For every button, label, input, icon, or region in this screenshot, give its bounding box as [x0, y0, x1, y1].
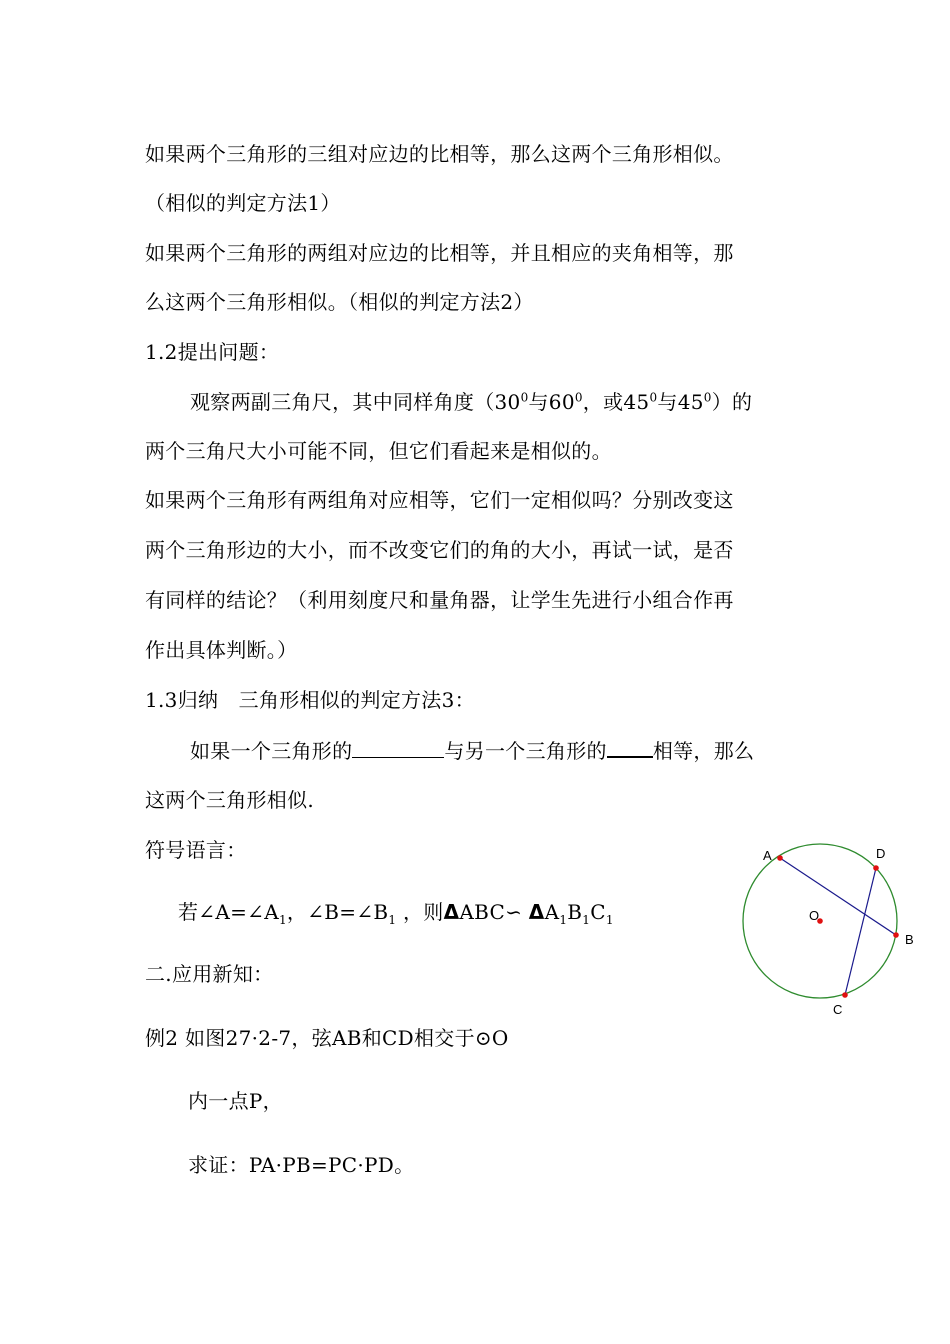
circle-chord-figure	[735, 838, 925, 1023]
section-heading-2: 二.应用新知：	[145, 962, 274, 986]
section-heading-1-2: 1.2提出问题：	[145, 340, 280, 364]
label-c: C	[833, 1002, 843, 1017]
fill-blank-1[interactable]	[352, 737, 444, 758]
paragraph-line-9: 两个三角形边的大小，而不改变它们的角的大小，再试一试，是否	[145, 538, 734, 562]
point-c	[842, 992, 848, 998]
label-d: D	[876, 846, 886, 861]
example-2-statement: 例2 如图27·2-7，弦AB和CD相交于⊙O	[145, 1026, 509, 1050]
paragraph-line-1: 如果两个三角形的三组对应边的比相等，那么这两个三角形相似。	[145, 142, 734, 166]
fill-in-sentence: 如果一个三角形的 与另一个三角形的 相等，那么	[190, 736, 754, 765]
point-b	[893, 932, 899, 938]
label-b: B	[905, 932, 914, 947]
label-a: A	[763, 848, 772, 863]
paragraph-line-10: 有同样的结论？（利用刻度尺和量角器，让学生先进行小组合作再	[145, 588, 734, 612]
paragraph-line-8: 如果两个三角形有两组角对应相等，它们一定相似吗？分别改变这	[145, 488, 734, 512]
symbolic-statement: 若$\angle A=\angle A_1$，$\angle B=\angle B_1$ ，则ΔABC∽ $\Delta A_1B_1C_1$	[178, 900, 614, 927]
example-2-continuation: 内一点P，	[188, 1089, 283, 1113]
chord-ab	[780, 858, 896, 935]
paragraph-line-7: 两个三角尺大小可能不同，但它们看起来是相似的。	[145, 439, 612, 463]
fill-blank-2[interactable]	[607, 736, 653, 758]
paragraph-line-14: 这两个三角形相似.	[145, 788, 315, 812]
symbol-language-label: 符号语言：	[145, 838, 247, 862]
paragraph-line-2: （相似的判定方法1）	[145, 191, 341, 215]
paragraph-line-4: 么这两个三角形相似。（相似的判定方法2）	[145, 290, 534, 314]
label-o: O	[809, 908, 820, 923]
proof-goal: 求证：PA·PB=PC·PD。	[188, 1153, 415, 1177]
point-d	[873, 865, 879, 871]
chord-cd	[845, 868, 876, 995]
paragraph-line-6: 观察两副三角尺，其中同样角度（$30^0$与$60^0$，或$45^0$与$45^0$）的	[190, 390, 753, 414]
paragraph-line-3: 如果两个三角形的两组对应边的比相等，并且相应的夹角相等，那	[145, 241, 734, 265]
paragraph-line-11: 作出具体判断。）	[145, 638, 298, 662]
point-a	[777, 855, 783, 861]
section-heading-1-3: 1.3归纳 三角形相似的判定方法3：	[145, 688, 475, 712]
